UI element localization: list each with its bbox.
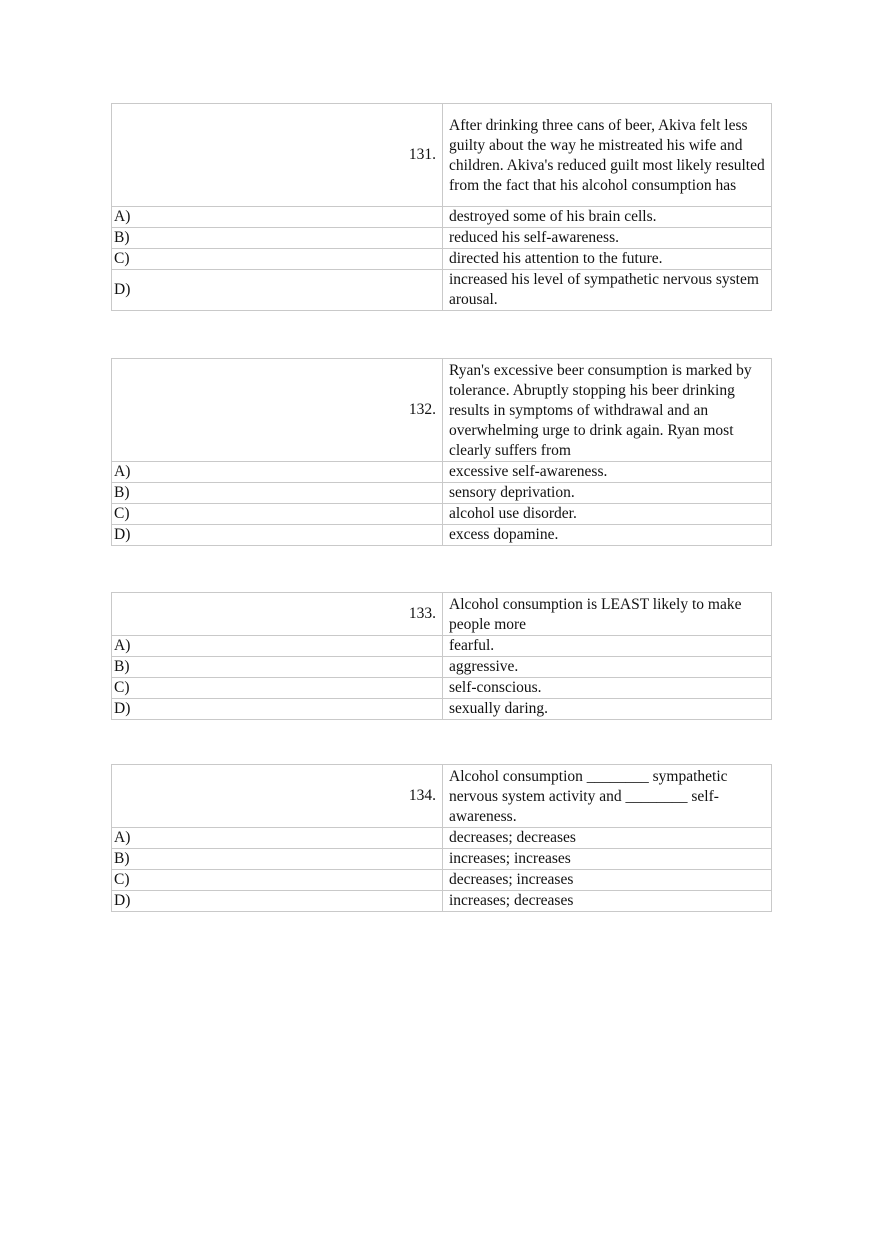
question-132-table [111,358,772,546]
option-row-b[interactable] [112,849,772,870]
option-text: directed his attention to the future. [443,249,772,270]
option-letter: C) [112,249,443,270]
option-row-c[interactable] [112,678,772,699]
option-row-d[interactable] [112,891,772,912]
question-stem: Alcohol consumption is LEAST likely to make people more [443,593,772,636]
option-row-a[interactable] [112,462,772,483]
option-row-b[interactable] [112,483,772,504]
question-stem: Alcohol consumption ________ sympathetic nervous system activity and ________ self-awareness. [443,765,772,828]
question-number: 134. [112,765,443,828]
option-letter: B) [112,849,443,870]
option-letter: D) [112,891,443,912]
option-letter: B) [112,657,443,678]
option-letter: B) [112,228,443,249]
question-stem-row [112,359,772,462]
option-letter: A) [112,636,443,657]
option-text: increases; decreases [443,891,772,912]
option-letter: A) [112,462,443,483]
option-text: alcohol use disorder. [443,504,772,525]
option-row-b[interactable] [112,228,772,249]
option-text: increased his level of sympathetic nervous system arousal. [443,270,772,311]
option-letter: C) [112,504,443,525]
option-text: sexually daring. [443,699,772,720]
option-letter: D) [112,525,443,546]
option-letter: A) [112,828,443,849]
option-letter: C) [112,870,443,891]
option-letter: B) [112,483,443,504]
question-stem-row [112,104,772,207]
option-letter: C) [112,678,443,699]
option-text: excess dopamine. [443,525,772,546]
option-row-d[interactable] [112,525,772,546]
option-text: increases; increases [443,849,772,870]
option-text: aggressive. [443,657,772,678]
option-text: destroyed some of his brain cells. [443,207,772,228]
question-stem: Ryan's excessive beer consumption is marked by tolerance. Abruptly stopping his beer drinking results in symptoms of withdrawal and an overwhelming urge to drink again. Ryan most clearly suffers from [443,359,772,462]
option-row-a[interactable] [112,828,772,849]
option-row-d[interactable] [112,270,772,311]
option-text: excessive self-awareness. [443,462,772,483]
question-134-table [111,764,772,912]
option-text: decreases; increases [443,870,772,891]
option-letter: D) [112,699,443,720]
question-stem: After drinking three cans of beer, Akiva felt less guilty about the way he mistreated his wife and children. Akiva's reduced guilt most likely resulted from the fact that his alcohol consumption has [443,104,772,207]
option-row-c[interactable] [112,870,772,891]
option-row-c[interactable] [112,249,772,270]
option-text: self-conscious. [443,678,772,699]
question-stem-row [112,593,772,636]
option-row-a[interactable] [112,636,772,657]
question-stem-row [112,765,772,828]
question-131-table [111,103,772,311]
option-text: fearful. [443,636,772,657]
option-letter: D) [112,270,443,311]
option-text: decreases; decreases [443,828,772,849]
option-row-a[interactable] [112,207,772,228]
option-text: reduced his self-awareness. [443,228,772,249]
option-letter: A) [112,207,443,228]
option-row-c[interactable] [112,504,772,525]
question-133-table [111,592,772,720]
question-number: 131. [112,104,443,207]
option-row-b[interactable] [112,657,772,678]
option-text: sensory deprivation. [443,483,772,504]
question-number: 133. [112,593,443,636]
question-number: 132. [112,359,443,462]
option-row-d[interactable] [112,699,772,720]
